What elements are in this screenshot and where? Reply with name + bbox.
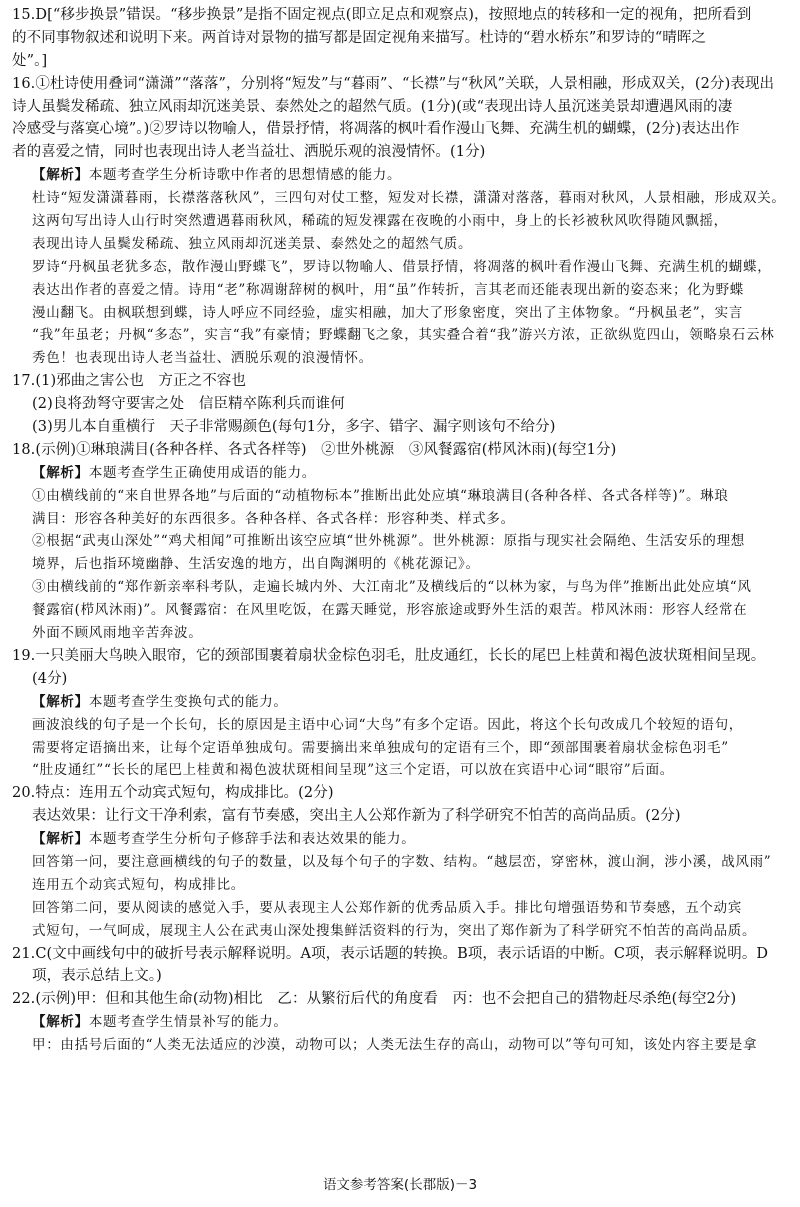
line-text: 境界，后也指环境幽静、生活安逸的地方，出自陶渊明的《桃花源记》。 bbox=[32, 556, 480, 573]
line-text: 需要将定语摘出来，让每个定语单独成句。需要摘出来单独成句的定语有三个，即“颈部围裹着扇状金棕色羽毛” bbox=[32, 739, 729, 756]
explanation-line bbox=[12, 1011, 788, 1034]
line-text: 者的喜爱之情，同时也表现出诗人老当益壮、洒脱乐观的浪漫情怀。(1分) bbox=[12, 144, 486, 161]
line-text: 满目：形容各种美好的东西很多。各种各样、各式各样：形容种类、样式多。 bbox=[32, 510, 515, 527]
line-text: 表达效果：让行文干净利索，富有节奏感，突出主人公郑作新为了科学研究不怕苦的高尚品质。(2分) bbox=[32, 808, 681, 825]
line-text: ①由横线前的“来自世界各地”与后面的“动植物标本”推断出此处应填“琳琅满目(各种各样、各式各样等)”。琳琅 bbox=[32, 487, 729, 504]
explanation-line bbox=[12, 920, 788, 943]
analysis-tag: 【解析】 bbox=[32, 831, 89, 848]
explanation-line bbox=[12, 233, 788, 256]
line-text: 罗诗“丹枫虽老犹多态，散作漫山野蝶飞”，罗诗以物喻人、借景抒情，将凋落的枫叶看作漫山飞舞、充满生机的蝴蝶， bbox=[32, 258, 772, 275]
line-text: 19.一只美丽大鸟映入眼帘，它的颈部围裹着扇状金棕色羽毛，肚皮通红，长长的尾巴上桂黄和褐色波状斑相间呈现。 bbox=[12, 647, 766, 664]
line-text: 外面不顾风雨地辛苦奔波。 bbox=[32, 625, 203, 642]
answer-line bbox=[12, 73, 788, 96]
explanation-line bbox=[12, 622, 788, 645]
answer-line bbox=[12, 439, 788, 462]
line-text: 回答第二问，要从阅读的感觉入手，要从表现主人公郑作新的优秀品质入手。排比句增强语势和节奏感，五个动宾 bbox=[32, 899, 742, 916]
line-text: 漫山翻飞。由枫联想到蝶，诗人呼应不同经验，虚实相融，加大了形象密度，突出了主体物象。“丹枫虽老”，实言 bbox=[32, 304, 744, 321]
line-text: 回答第一问，要注意画横线的句子的数量，以及每个句子的字数、结构。“越层峦，穿密林，渡山涧，涉小溪，战风雨” bbox=[32, 853, 772, 870]
line-text: 冷感受与落寞心境”。)②罗诗以物喻人，借景抒情，将凋落的枫叶看作漫山飞舞、充满生机的蝴蝶，(2分)表达出作 bbox=[12, 121, 740, 138]
explanation-line bbox=[12, 256, 788, 279]
answer-line bbox=[12, 416, 788, 439]
line-text: (3)男儿本自重横行 天子非常赐颜色(每句1分，多字、错字、漏字则该句不给分) bbox=[32, 419, 556, 436]
line-text: ②根据“武夷山深处”“鸡犬相闻”可推断出该空应填“世外桃源”。世外桃源：原指与现实社会隔绝、生活安乐的理想 bbox=[32, 533, 746, 550]
answer-line bbox=[12, 943, 788, 966]
line-text: 20.特点：连用五个动宾式短句，构成排比。(2分) bbox=[12, 785, 334, 802]
line-text: 18.(示例)①琳琅满目(各种各样、各式各样等) ②世外桃源 ③风餐露宿(栉风沐雨)(每空1分) bbox=[12, 441, 617, 458]
answer-line bbox=[12, 393, 788, 416]
analysis-tag: 【解析】 bbox=[32, 167, 89, 184]
line-text: 秀色！也表现出诗人老当益壮、洒脱乐观的浪漫情怀。 bbox=[32, 350, 373, 367]
explanation-line bbox=[12, 828, 788, 851]
line-text: 本题考查学生情景补写的能力。 bbox=[88, 1014, 288, 1031]
explanation-line bbox=[12, 897, 788, 920]
explanation-line bbox=[12, 462, 788, 485]
explanation-line bbox=[12, 164, 788, 187]
explanation-line bbox=[12, 737, 788, 760]
line-text: 表达出作者的喜爱之情。诗用“老”称凋谢辞树的枫叶，用“虽”作转折，言其老而还能表现出新的姿态来；化为野蝶 bbox=[32, 281, 745, 298]
explanation-line bbox=[12, 347, 788, 370]
explanation-line bbox=[12, 530, 788, 553]
line-text: 21.C(文中画线句中的破折号表示解释说明。A项，表示话题的转换。B项，表示话语的中断。C项，表示解释说明。D bbox=[12, 945, 769, 962]
answer-line bbox=[12, 782, 788, 805]
explanation-line bbox=[12, 714, 788, 737]
analysis-tag: 【解析】 bbox=[32, 1014, 89, 1031]
line-text: 画波浪线的句子是一个长句，长的原因是主语中心词“大鸟”有多个定语。因此，将这个长句改成几个较短的语句， bbox=[32, 716, 744, 733]
explanation-line bbox=[12, 599, 788, 622]
explanation-line bbox=[12, 576, 788, 599]
line-text: (2)良将劲弩守要害之处 信臣精卒陈利兵而谁何 bbox=[32, 396, 345, 413]
explanation-line bbox=[12, 1034, 788, 1057]
answer-line bbox=[12, 805, 788, 828]
line-text: 16.①杜诗使用叠词“潇潇”“落落”，分别将“短发”与“暮雨”、“长襟”与“秋风”关联，人景相融，形成双关，(2分)表现出 bbox=[12, 75, 775, 92]
answer-line bbox=[12, 4, 788, 27]
explanation-line bbox=[12, 485, 788, 508]
explanation-line bbox=[12, 187, 788, 210]
line-text: 处”。] bbox=[12, 52, 48, 69]
line-text: 本题考查学生变换句式的能力。 bbox=[88, 693, 288, 710]
line-text: (4分) bbox=[32, 670, 68, 687]
explanation-line bbox=[12, 324, 788, 347]
answer-line bbox=[12, 988, 788, 1011]
page-footer: 语文参考答案(长郡版)－3 bbox=[322, 1177, 478, 1193]
answer-line bbox=[12, 645, 788, 668]
line-text: ③由横线前的“郑作新亲率科考队，走遍长城内外、大江南北”及横线后的“以林为家，与鸟为伴”推断出此处应填“风 bbox=[32, 579, 752, 596]
line-text: 诗人虽鬓发稀疏、独立风雨却沉迷美景、泰然处之的超然气质。(1分)(或“表现出诗人虽沉迷美景却遭遇风雨的凄 bbox=[12, 98, 733, 115]
answer-line bbox=[12, 118, 788, 141]
analysis-tag: 【解析】 bbox=[32, 464, 89, 481]
line-text: 本题考查学生正确使用成语的能力。 bbox=[88, 464, 317, 481]
answer-line bbox=[12, 96, 788, 119]
explanation-line bbox=[12, 553, 788, 576]
explanation-line bbox=[12, 508, 788, 531]
line-text: 项，表示总结上文。) bbox=[32, 968, 162, 985]
line-text: 的不同事物叙述和说明下来。两首诗对景物的描写都是固定视角来描写。杜诗的“碧水桥东”和罗诗的“晴晖之 bbox=[12, 29, 707, 46]
line-text: 杜诗“短发潇潇暮雨，长襟落落秋风”，三四句对仗工整，短发对长襟，潇潇对落落，暮雨对秋风，人景相融，形成双关。 bbox=[32, 190, 786, 207]
explanation-line bbox=[12, 279, 788, 302]
line-text: 这两句写出诗人山行时突然遭遇暮雨秋风，稀疏的短发裸露在夜晚的小雨中，身上的长衫被秋风吹得随风飘摇， bbox=[32, 213, 728, 230]
explanation-line bbox=[12, 691, 788, 714]
line-text: “我”年虽老；丹枫“多态”，实言“我”有豪情；野蝶翻飞之象，其实叠合着“我”游兴方浓，正欲纵览四山，领略泉石云林 bbox=[32, 327, 775, 344]
line-text: 连用五个动宾式短句，构成排比。 bbox=[32, 876, 245, 893]
explanation-line bbox=[12, 210, 788, 233]
line-text: 本题考查学生分析句子修辞手法和表达效果的能力。 bbox=[88, 831, 416, 848]
answer-line bbox=[12, 965, 788, 988]
line-text: 式短句，一气呵成，展现主人公在武夷山深处搜集鲜活资料的行为，突出了郑作新为了科学研究不怕苦的高尚品质。 bbox=[32, 922, 757, 939]
answer-line bbox=[12, 668, 788, 691]
line-text: 17.(1)邪曲之害公也 方正之不容也 bbox=[12, 373, 246, 390]
line-text: 表现出诗人虽鬓发稀疏、独立风雨却沉迷美景、泰然处之的超然气质。 bbox=[32, 235, 473, 252]
line-text: 本题考查学生分析诗歌中作者的思想情感的能力。 bbox=[88, 167, 402, 184]
line-text: 餐露宿(栉风沐雨)”。风餐露宿：在风里吃饭，在露天睡觉，形容旅途或野外生活的艰苦。栉风沐雨：形容人经常在 bbox=[32, 602, 748, 619]
explanation-line bbox=[12, 851, 788, 874]
explanation-line bbox=[12, 874, 788, 897]
answer-line bbox=[12, 370, 788, 393]
line-text: 甲：由括号后面的“人类无法适应的沙漠，动物可以；人类无法生存的高山，动物可以”等句可知，该处内容主要是拿 bbox=[32, 1037, 758, 1054]
answer-line bbox=[12, 141, 788, 164]
answer-line bbox=[12, 50, 788, 73]
analysis-tag: 【解析】 bbox=[32, 693, 89, 710]
explanation-line bbox=[12, 759, 788, 782]
answer-line bbox=[12, 27, 788, 50]
explanation-line bbox=[12, 302, 788, 325]
line-text: 22.(示例)甲：但和其他生命(动物)相比 乙：从繁衍后代的角度看 丙：也不会把自己的猎物赶尽杀绝(每空2分) bbox=[12, 991, 737, 1008]
line-text: “肚皮通红”“长长的尾巴上桂黄和褐色波状斑相间呈现”这三个定语，可以放在宾语中心词“眼帘”后面。 bbox=[32, 762, 675, 779]
answer-content bbox=[12, 4, 788, 1057]
line-text: 15.D[“移步换景”错误。“移步换景”是指不固定视点(即立足点和观察点)，按照地点的转移和一定的视角，把所看到 bbox=[12, 7, 752, 23]
